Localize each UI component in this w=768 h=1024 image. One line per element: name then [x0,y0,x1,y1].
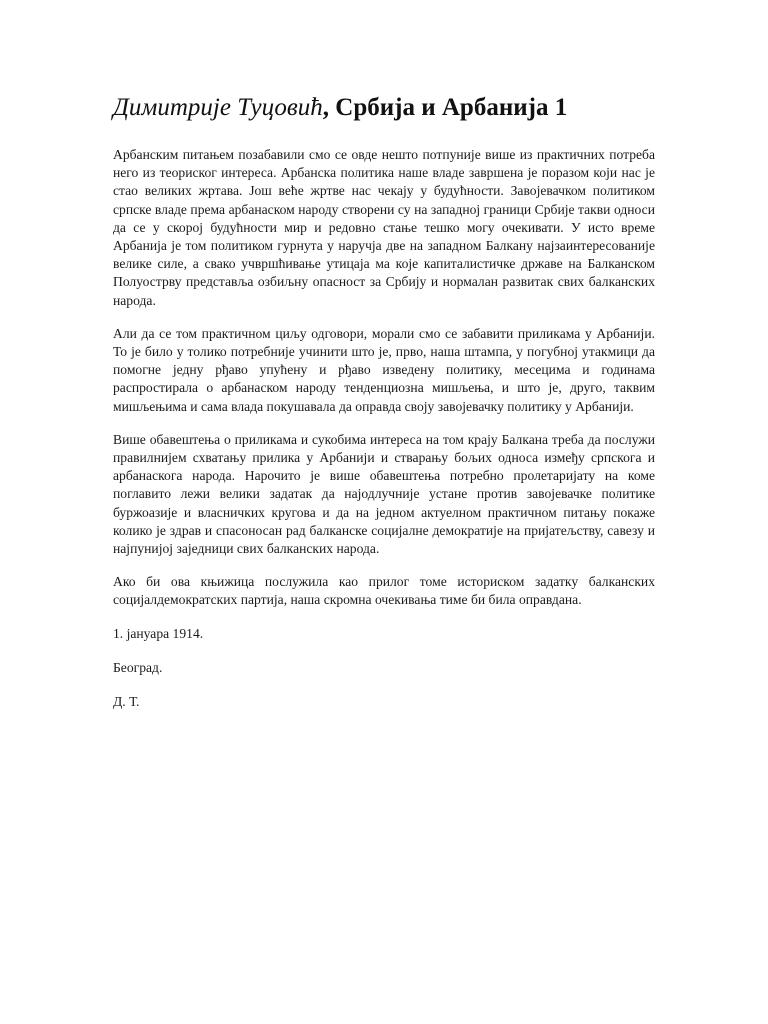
paragraph-4: Ако би ова књижица послужила као прилог томе историском задатку балканских социјалдемократских партија, наша скромна очекивања тиме би била оправдана. [113,574,655,608]
date-line: 1. јануара 1914. [113,625,204,641]
place-line: Београд. [113,659,163,675]
signature-line: Д. Т. [113,694,140,710]
document-body [113,92,655,727]
paragraph-1: Арбанским питањем позабавили смо се овде нешто потпуније више из практичних потреба него из теориског интереса. Арбанска политика наше владе завршена је поразом који нас је стао великих жртава. Још веће жртве нас чекају у будућности. Завојевачком политиком српске владе према арбанаском народу створени су на западној граници Србије такви односи да се у скорој будућности мир и редовно стање тешко могу очекивати. У исто време Арбанија је том политиком гурнута у наручја две на западном Балкану најзаинтересованије велике силе, а свако учвршћивање утицаја ма које капиталистичке државе на Балканском Полуострву представља озбиљну опасност за Србију и нормалан развитак свих балканских народа. [113,147,655,308]
paragraph-2: Али да се том практичном циљу одговори, морали смо се забавити приликама у Арбанији. То је било у толико потребније учинити што је, прво, наша штампа, у погубној утакмици да помогне једну рђаво упућену и рђаво изведену политику, месецима и годинама распростирала о арбанаском народу тенденциозна мишљења, и што је, друго, таквим мишљењима и сама влада покушавала да оправда своју завојевачку политику у Арбанији. [113,325,655,414]
paragraph-3: Више обавештења о приликама и сукобима интереса на том крају Балкана треба да послужи правилнијем схватању прилика у Арбанији и стварању бољих односа између српскога и арбанаскога народа. Нарочито је више обавештења потребно пролетаријату на коме поглавито лежи велики задатак да најодлучније устане против завојевачке политике буржоазије и власничких кругова и да на једном актуелном практичном питању покаже колико је здрав и спасоносан рад балканске социјалне демократије на пријатељству, савезу и најпунијој заједници свих балканских народа. [113,431,655,557]
title-rest: , Србија и Арбанија 1 [322,94,568,121]
document-title [113,92,655,124]
title-author: Димитрије Туцовић [113,94,323,121]
